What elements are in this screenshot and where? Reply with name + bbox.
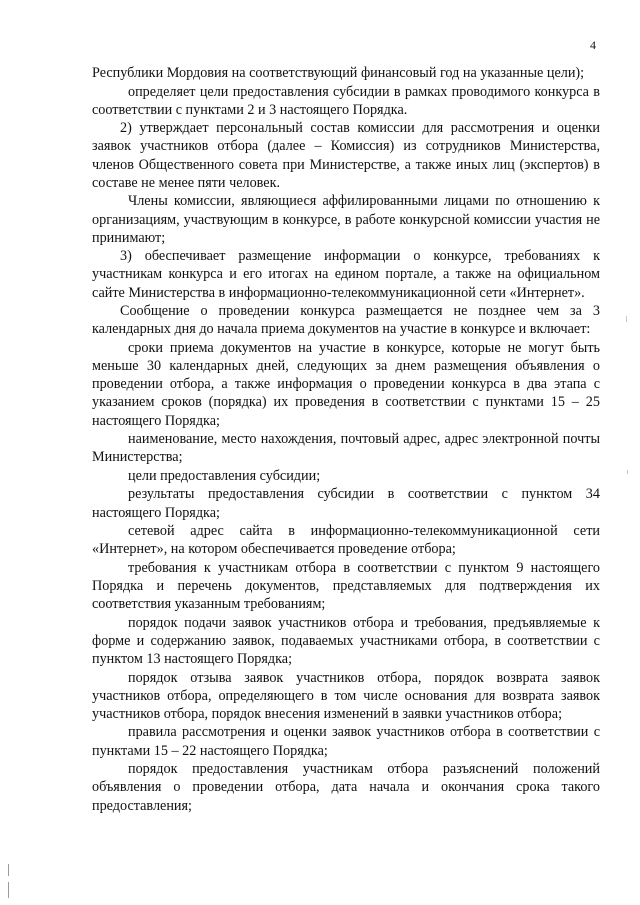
paragraph-affiliated-members: Члены комиссии, являющиеся аффилированными лицами по отношению к организациям, участвующим в конкурсе, в работе конкурсной комиссии участия не принимают; — [92, 193, 600, 246]
paragraph-ministry-address: наименование, место нахождения, почтовый адрес, адрес электронной почты Министерства; — [92, 431, 600, 466]
paragraph-clarification-procedure: порядок предоставления участникам отбора разъяснений положений объявления о проведении отбора, дата начала и окончания срока такого предоставления; — [92, 761, 600, 814]
page-number: 4 — [590, 38, 596, 52]
scan-artifact-left-lower — [8, 882, 9, 898]
paragraph-results: результаты предоставления субсидии в соответствии с пунктом 34 настоящего Порядка; — [92, 486, 600, 521]
paragraph-participant-requirements: требования к участникам отбора в соответствии с пунктом 9 настоящего Порядка и перечень документов, представляемых для подтверждения их соответствия указанным требованиям; — [92, 559, 600, 613]
paragraph-evaluation-rules: правила рассмотрения и оценки заявок участников отбора в соответствии с пунктами 15 – 22 настоящего Порядка; — [92, 724, 600, 759]
scan-artifact-left-upper — [8, 864, 9, 876]
scan-artifact-right-upper — [626, 316, 627, 322]
paragraph-submission-terms: сроки приема документов на участие в конкурсе, которые не могут быть меньше 30 календарных дней, следующих за днем размещения объявления о проведении отбора, а также информация о проведении конкурса в два этапа с указанием сроков (порядка) их проведения в соответствии с пунктами 15 – 25 настоящего Порядка; — [92, 339, 600, 429]
paragraph-application-procedure: порядок подачи заявок участников отбора и требования, предъявляемые к форме и содержанию заявок, подаваемых участниками отбора, в соответствии с пунктом 13 настоящего Порядка; — [92, 614, 600, 668]
paragraph-announcement: Сообщение о проведении конкурса размещается не позднее чем за 3 календарных дня до начала приема документов на участие в конкурсе и включает: — [92, 303, 600, 338]
paragraph-withdrawal-procedure: порядок отзыва заявок участников отбора, порядок возврата заявок участников отбора, определяющего в том числе основания для возврата заявок участников отбора, порядок внесения изменений в заявки участников отбора; — [92, 669, 600, 722]
paragraph-website: сетевой адрес сайта в информационно-телекоммуникационной сети «Интернет», на котором обеспечивается проведение отбора; — [92, 523, 600, 558]
scan-artifact-right-lower — [627, 470, 628, 474]
paragraph-mordovia-budget: Республики Мордовия на соответствующий финансовый год на указанные цели); — [92, 65, 585, 81]
paragraph-subsidy-purpose: цели предоставления субсидии; — [128, 467, 321, 484]
paragraph-information-publication: 3) обеспечивает размещение информации о конкурсе, требованиях к участникам конкурса и его итогах на едином портале, а также на официальном сайте Министерства в информационно-телекоммуникационной сети «Интернет». — [92, 248, 600, 301]
paragraph-commission-composition: 2) утверждает персональный состав комиссии для рассмотрения и оценки заявок участников отбора (далее – Комиссия) из сотрудников Министерства, членов Общественного совета при Министерстве, а также иных лиц (экспертов) в составе не менее пяти человек. — [92, 120, 600, 191]
paragraph-subsidy-goals: определяет цели предоставления субсидии в рамках проводимого конкурса в соответствии с пунктами 2 и 3 настоящего Порядка. — [92, 83, 600, 118]
body-text — [92, 64, 600, 815]
